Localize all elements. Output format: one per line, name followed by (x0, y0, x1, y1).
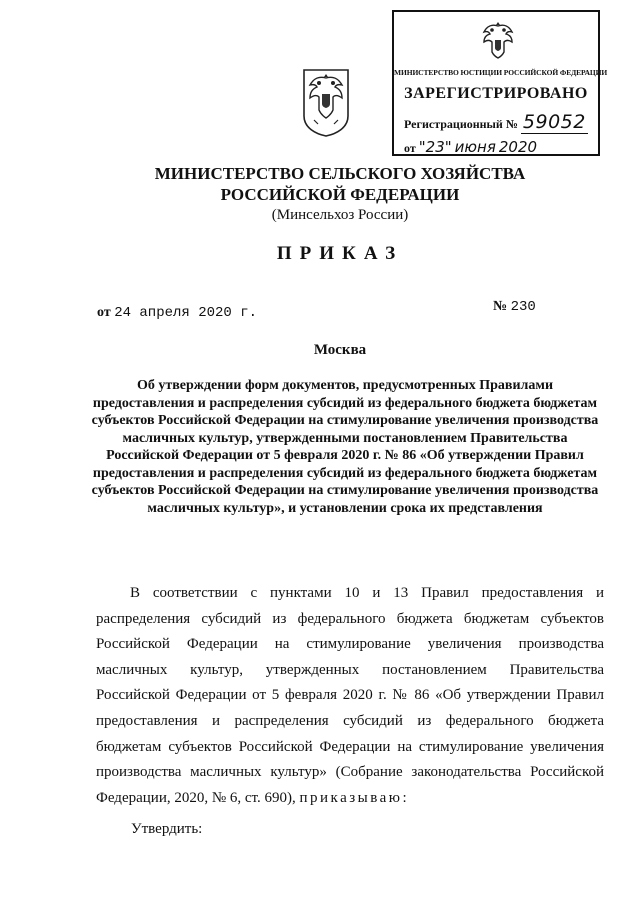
approve-text: Утвердить: (131, 821, 203, 837)
order-date-prefix: от (97, 305, 111, 320)
ministry-line-2: РОССИЙСКОЙ ФЕДЕРАЦИИ (220, 185, 460, 204)
order-number-sign: № (493, 299, 508, 314)
body-paragraph (96, 581, 604, 811)
ministry-line-1: МИНИСТЕРСТВО СЕЛЬСКОГО ХОЗЯЙСТВА (154, 164, 526, 183)
stamp-registered: ЗАРЕГИСТРИРОВАНО (404, 85, 588, 102)
order-number-value: 230 (510, 299, 536, 315)
stamp-registration-row (404, 111, 588, 133)
stamp-reg-label: Регистрационный № (404, 117, 518, 131)
stamp-date-month: июня (454, 138, 496, 156)
body-paragraph-text: В соответствии с пунктами 10 и 13 Правил предоставления и распределения субсидий из федерального бюджета бюджетам субъектов Российской Федерации на стимулирование увеличения производства масличных культур, утвержденных постановлением Правительства Российской Федерации от 5 февраля 2020 г. № 86 «Об утверждении Правил предоставления и распределения субсидий из федерального бюджета бюджетам субъектов Российской Федерации на стимулирование увеличения производства масличных культур» (Собрание законодательства Российской Федерации, 2020, № 6, ст. 690), (96, 585, 604, 806)
order-date (97, 305, 257, 321)
stamp-date-row (404, 138, 537, 156)
order-word: приказываю: (299, 789, 410, 806)
stamp-date-year: 2020 (498, 138, 538, 156)
coat-of-arms-icon (478, 18, 518, 62)
state-emblem-icon (302, 64, 350, 138)
ministry-name (90, 163, 590, 205)
order-number (493, 299, 536, 315)
registration-stamp (392, 10, 608, 156)
stamp-ministry: МИНИСТЕРСТВО ЮСТИЦИИ РОССИЙСКОЙ ФЕДЕРАЦИИ (394, 68, 608, 77)
ministry-short-name: (Минсельхоз России) (271, 207, 409, 223)
order-title: ПРИКАЗ (276, 243, 404, 264)
order-date-value: 24 апреля 2020 г. (114, 305, 258, 321)
order-subject: Об утверждении форм документов, предусмотренных Правилами предоставления и распределения субсидий из федерального бюджета бюджетам субъектов Российской Федерации на стимулирование увеличения производства масличных культур, утвержденными постановлением Правительства Российской Федерации от 5 февраля 2020 г. № 86 «Об утверждении Правил предоставления и распределения субсидий из федерального бюджета бюджетам субъектов Российской Федерации на стимулирование увеличения производства масличных культур», и установлении срока их представления (91, 378, 599, 516)
city: Москва (313, 342, 367, 358)
stamp-date-prefix: от (404, 141, 416, 155)
stamp-reg-number: 59052 (522, 111, 586, 133)
stamp-date-day: "23" (418, 138, 452, 156)
